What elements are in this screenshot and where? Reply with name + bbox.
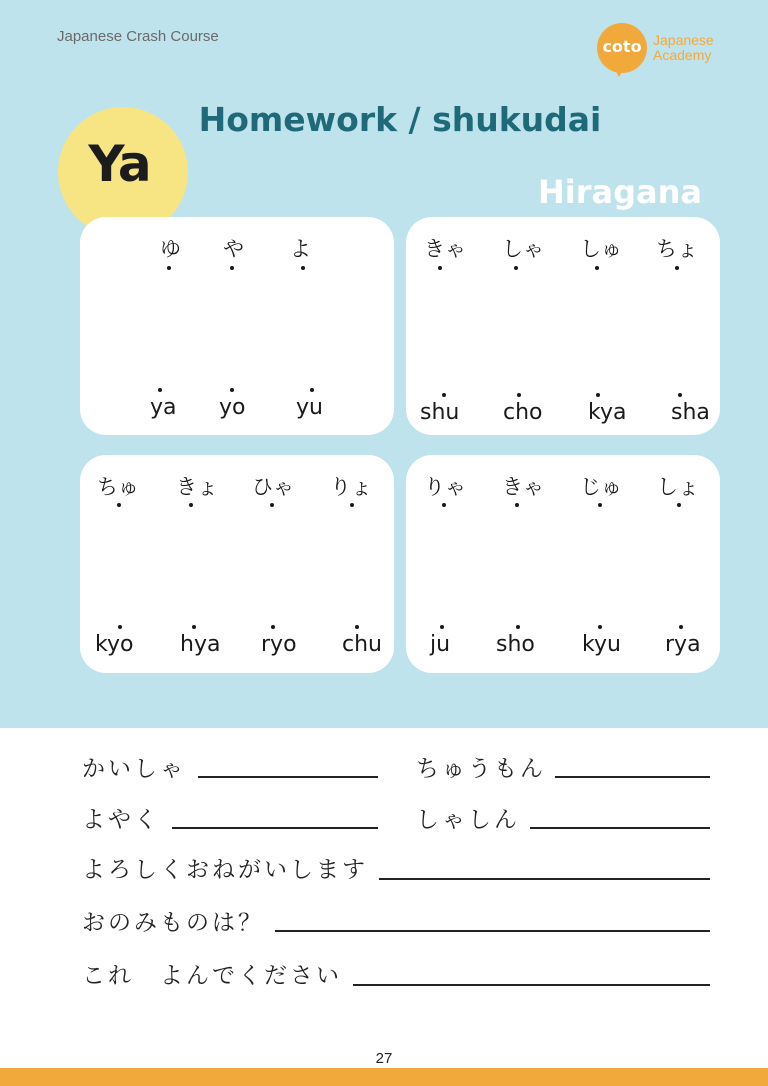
word-yoyaku: よやく bbox=[82, 807, 160, 833]
romaji-1-2: yo bbox=[219, 395, 246, 420]
dot bbox=[230, 266, 234, 270]
romaji-2-2: cho bbox=[503, 400, 543, 425]
kana-1-2: や bbox=[223, 237, 244, 261]
word-onomimono: おのみものは？ bbox=[82, 910, 264, 936]
dot bbox=[158, 388, 162, 392]
answer-line bbox=[530, 827, 710, 829]
word-kore-yonde: これ よんでください bbox=[82, 963, 342, 989]
dot bbox=[192, 625, 196, 629]
ya-badge-text: Ya bbox=[88, 135, 150, 193]
romaji-4-2: sho bbox=[496, 632, 535, 657]
romaji-2-1: shu bbox=[420, 400, 460, 425]
coto-logo bbox=[597, 23, 721, 85]
word-kaisha: かいしゃ bbox=[82, 756, 186, 782]
romaji-4-3: kyu bbox=[582, 632, 621, 657]
kana-4-3: じゅ bbox=[580, 475, 622, 499]
dot bbox=[514, 266, 518, 270]
card-2 bbox=[406, 217, 720, 435]
kana-3-4: りょ bbox=[330, 475, 372, 499]
dot bbox=[117, 503, 121, 507]
dot bbox=[515, 503, 519, 507]
card-3 bbox=[80, 455, 394, 673]
dot bbox=[677, 503, 681, 507]
dot bbox=[118, 625, 122, 629]
word-yoroshiku: よろしくおねがいします bbox=[82, 857, 368, 883]
dot bbox=[271, 625, 275, 629]
kana-4-4: しょ bbox=[657, 475, 699, 499]
kana-3-2: きょ bbox=[176, 475, 218, 499]
logo-bubble-tail bbox=[611, 63, 627, 77]
answer-line bbox=[353, 984, 710, 986]
section-label: Hiragana bbox=[538, 173, 702, 211]
romaji-2-4: sha bbox=[671, 400, 710, 425]
romaji-3-2: hya bbox=[180, 632, 221, 657]
romaji-3-1: kyo bbox=[95, 632, 134, 657]
word-chuumon: ちゅうもん bbox=[416, 756, 546, 782]
romaji-1-1: ya bbox=[150, 395, 177, 420]
dot bbox=[440, 625, 444, 629]
answer-line bbox=[379, 878, 710, 880]
kana-4-1: りゃ bbox=[424, 475, 466, 499]
logo-line-2: Academy bbox=[653, 47, 712, 63]
answer-line bbox=[275, 930, 710, 932]
answer-line bbox=[555, 776, 710, 778]
kana-1-1: ゆ bbox=[160, 237, 181, 261]
footer-bar bbox=[0, 1068, 768, 1086]
dot bbox=[675, 266, 679, 270]
card-4 bbox=[406, 455, 720, 673]
romaji-3-4: chu bbox=[342, 632, 382, 657]
logo-word: coto bbox=[602, 37, 642, 56]
kana-3-3: ひゃ bbox=[252, 475, 294, 499]
romaji-4-4: rya bbox=[665, 632, 701, 657]
dot bbox=[270, 503, 274, 507]
kana-3-1: ちゅ bbox=[97, 475, 139, 499]
page-title: Homework / shukudai bbox=[198, 100, 602, 139]
dot bbox=[355, 625, 359, 629]
dot bbox=[595, 266, 599, 270]
kana-2-2: しゃ bbox=[502, 237, 544, 261]
dot bbox=[678, 393, 682, 397]
logo-line-1: Japanese bbox=[653, 32, 714, 48]
dot bbox=[167, 266, 171, 270]
card-1 bbox=[80, 217, 394, 435]
dot bbox=[517, 393, 521, 397]
dot bbox=[516, 625, 520, 629]
dot bbox=[310, 388, 314, 392]
dot bbox=[442, 393, 446, 397]
dot bbox=[301, 266, 305, 270]
dot bbox=[189, 503, 193, 507]
romaji-4-1: ju bbox=[430, 632, 451, 657]
page-number: 27 bbox=[375, 1050, 393, 1067]
kana-1-3: よ bbox=[290, 237, 311, 261]
answer-line bbox=[172, 827, 378, 829]
word-shashin: しゃしん bbox=[416, 807, 520, 833]
dot bbox=[438, 266, 442, 270]
dot bbox=[230, 388, 234, 392]
dot bbox=[598, 503, 602, 507]
dot bbox=[598, 625, 602, 629]
dot bbox=[596, 393, 600, 397]
kana-2-1: きゃ bbox=[424, 237, 466, 261]
kana-2-3: しゅ bbox=[580, 237, 622, 261]
course-title: Japanese Crash Course bbox=[57, 28, 219, 45]
answer-line bbox=[198, 776, 378, 778]
dot bbox=[679, 625, 683, 629]
logo-text bbox=[653, 33, 714, 63]
kana-4-2: きゃ bbox=[502, 475, 544, 499]
romaji-3-3: ryo bbox=[261, 632, 297, 657]
kana-2-4: ちょ bbox=[656, 237, 698, 261]
dot bbox=[442, 503, 446, 507]
romaji-2-3: kya bbox=[588, 400, 627, 425]
dot bbox=[350, 503, 354, 507]
romaji-1-3: yu bbox=[296, 395, 323, 420]
